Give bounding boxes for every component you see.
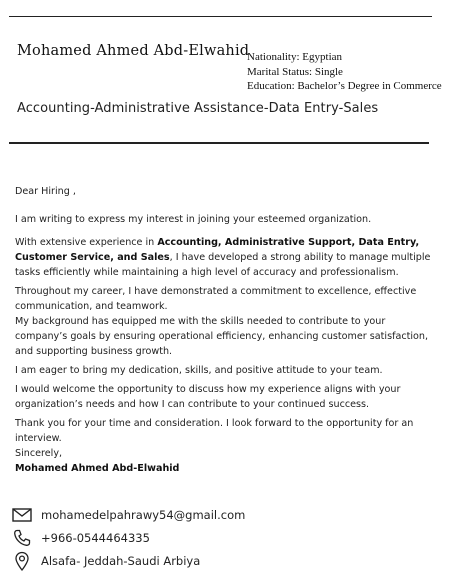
- phone-icon: [12, 528, 32, 548]
- home-address: Alsafa- Jeddah-Saudi Arbiya: [41, 553, 201, 568]
- paragraph-experience: With extensive experience in Accounting, Administrative Support, Data Entry, Customer Service, and Sales, I have developed a strong ability to manage multiple tasks efficiently while maintaining a high level of accuracy and professionalism.: [15, 237, 431, 278]
- paragraph-eager: I am eager to bring my dedication, skills, and positive attitude to your team.: [15, 365, 383, 376]
- paragraph-interest: I am writing to express my interest in joining your esteemed organization.: [15, 214, 372, 225]
- experience-areas: Accounting, Administrative Support, Data Entry, Customer Service, and Sales: [15, 237, 420, 263]
- personal-details: [247, 50, 442, 94]
- signature: Mohamed Ahmed Abd-Elwahid: [15, 463, 180, 474]
- contact-email: [12, 503, 245, 526]
- closing: Sincerely,: [15, 448, 63, 459]
- header-divider: [9, 142, 429, 144]
- contact-address: [12, 549, 245, 572]
- contact-list: [12, 503, 245, 572]
- contact-phone: [12, 526, 245, 549]
- professional-title: Accounting-Administrative Assistance-Data Entry-Sales: [17, 101, 379, 116]
- greeting: Dear Hiring ,: [15, 186, 76, 197]
- nationality: Nationality: Egyptian: [247, 51, 343, 63]
- paragraph-thanks: Thank you for your time and consideration. I look forward to the opportunity for an interview.: [15, 418, 414, 444]
- envelope-icon: [12, 505, 32, 525]
- education: Education: Bachelor’s Degree in Commerce: [247, 80, 442, 92]
- applicant-name: Mohamed Ahmed Abd-Elwahid: [17, 43, 250, 59]
- top-divider: [9, 16, 432, 17]
- paragraph-background: My background has equipped me with the skills needed to contribute to your company’s goals by ensuring operational efficiency, enhancing customer satisfaction, and supporting business growth.: [15, 316, 429, 357]
- marital-status: Marital Status: Single: [247, 65, 343, 78]
- phone-number[interactable]: +966-0544464335: [41, 530, 150, 545]
- paragraph-opportunity: I would welcome the opportunity to discuss how my experience aligns with your organization’s needs and how I can contribute to your continued success.: [15, 384, 401, 410]
- email-address[interactable]: mohamedelpahrawy54@gmail.com: [41, 507, 246, 522]
- paragraph-career: Throughout my career, I have demonstrated a commitment to excellence, effective communication, and teamwork.: [15, 286, 417, 312]
- location-pin-icon: [12, 551, 32, 571]
- letter-body: [15, 184, 435, 476]
